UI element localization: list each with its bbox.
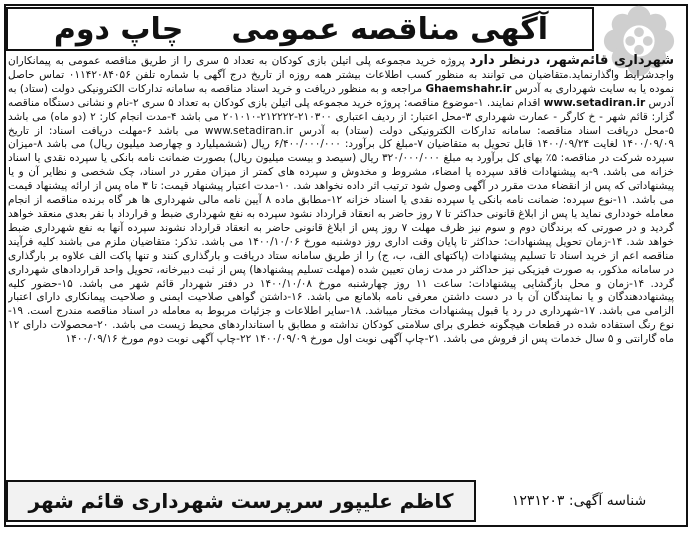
edition-label: چاپ دوم bbox=[53, 11, 184, 47]
signature-text: کاظم علیپور سرپرست شهرداری قائم شهر bbox=[28, 488, 454, 513]
notice-intro-end: اقدام نمایند. bbox=[486, 96, 544, 109]
notice-intro-continued: مراجعه و به منظور دریافت و خرید اسناد مناقصه به سامانه تدارکات الکترونیکی دولت (ستاد) به آدرس bbox=[8, 82, 674, 109]
notice-lead: شهرداری قائم‌شهر، درنظر دارد bbox=[469, 54, 674, 68]
notice-header bbox=[6, 7, 594, 51]
notice-items: ۱-موضوع مناقصه: پروژه خرید مجموعه پلی اتیلن بازی کودکان به تعداد ۵ سری ۲-نام و نشانی دستگاه مناقصه گزار: قائم شهر - خ کارگر - عمارت شهرداری ۳-محل اعتبار: از ردیف اعتباری ۲۱۰۳۰۰-۲۱۲۲۲۲-۲۰۱۰۱۰ می باشد ۴-مدت انجام کار: ۲ (دو ماه) می باشد ۵-محل دریافت اسناد مناقصه: سامانه تدارکات الکترونیکی دولت (ستاد) به آدرس www.setadiran.ir می باشد ۶-مهلت دریافت اسناد: از تاریخ ۱۴۰۰/۰۹/۰۹ لغایت ۱۴۰۰/۰۹/۲۴ قابل تحویل به متقاضیان ۷-مبلغ کل برآورد: ۶/۴۰۰/۰۰۰/۰۰۰ ریال (ششمیلیارد و چهارصد میلیون ریال) می باشد ۸-میزان سپرده شرکت در مناقصه: ۵٪ بهای کل برآورد به مبلغ ۳۲۰/۰۰۰/۰۰۰ ریال (سیصد و بیست میلیون ریال) بصورت ضمانت نامه بانکی یا سپرده نقدی یا اسناد خزانه می باشد. ۹-به پیشنهادات فاقد سپرده یا امضاء، مشروط و مخدوش و سپرده های کمتر از میزان مقرر در اسناد، چک شخصی و نظایر آن و یا پیشنهاداتی که پس از انقضاء مدت مقرر در آگهی وصول شود ترتیب اثر داده نخواهد شد. ۱۰-مدت اعتبار پیشنهاد قیمت: تا ۳ ماه پس از ارائه پیشنهاد قیمت می باشد. ۱۱-نوع سپرده: ضمانت نامه بانکی یا سپرده نقدی یا اسناد خزانه ۱۲-مطابق ماده ۸ آیین نامه مالی شهرداری ها هر گاه برنده مناقصه از انجام معامله خودداری نماید یا پس از ابلاغ قانونی حداکثر تا ۷ روز حاضر به انعقاد قرارداد نشود سپرده به نفع شهرداری ضبط و قرارداد با نفر بعدی منعقد خواهد گردید و در صورتی که برندگان دوم و سوم نیز ظرف مهلت ۷ روز پس از ابلاغ قانونی حاضر به انعقاد قرارداد نشوند سپرده آنها به نفع شهرداری ضبط خواهد شد. ۱۴-زمان تحویل پیشنهادات: حداکثر تا پایان وقت اداری روز دوشنبه مورخ ۱۴۰۰/۱۰/۰۶ می باشد. تذکر: متقاضیان ملزم می باشند کلیه فرآیند مناقصه اعم از خرید اسناد تا تسلیم پیشنهادات (پاکتهای الف، ب، ج) را از طریق سامانه ستاد دریافت و بارگذاری کنند و تنها پاکت الف علاوه بر بارگذاری در سامانه مذکور، به صورت فیزیکی نیز حداکثر در مدت زمان تعیین شده (مهلت تسلیم پیشنهادها) پس از ثبت دبیرخانه، تحویل واحد قراردادهای شهرداری گردد. ۱۴-زمان و محل بازگشایی پیشنهادات: ساعت ۱۱ روز چهارشنبه مورخ ۱۴۰۰/۱۰/۰۸ در دفتر شهردار قائم شهر می باشد. ۱۵-حضور کلیه پیشنهاددهندگان و یا نمایندگان آن با در دست داشتن معرفی نامه بلامانع می باشد. ۱۶-داشتن گواهی صلاحیت ایمنی و صلاحیت پیمانکاری دارای اعتبار الزامی می باشد. ۱۷-شهرداری در رد یا قبول پیشنهادات مختار میباشد. ۱۸-سایر اطلاعات و جزئیات مربوط به معامله در اسناد مناقصه مندرج است. ۱۹-نوع رنگ استفاده شده در قطعات هیچگونه خطری برای سلامتی کودکان نداشته و مطابق با استانداردهای محیط زیست می باشد. ۲۰-محصولات دارای ۱۲ ماه گارانتی و ۵ سال خدمات پس از فروش می باشد. ۲۱-چاپ آگهی نوبت اول مورخ ۱۴۰۰/۰۹/۰۹ ۲۲-چاپ آگهی نوبت دوم مورخ ۱۴۰۰/۰۹/۱۶ bbox=[8, 96, 674, 346]
ad-id: شناسه آگهی: ۱۲۳۱۲۰۳ bbox=[511, 492, 647, 509]
setad-link[interactable]: www.setadiran.ir bbox=[543, 96, 646, 109]
notice-title: آگهی مناقصه عمومی bbox=[231, 11, 548, 47]
website-link[interactable]: Ghaemshahr.ir bbox=[425, 82, 512, 95]
notice-body bbox=[8, 54, 674, 472]
notice-intro: پروژه خرید مجموعه پلی اتیلن بازی کودکان به تعداد ۵ سری را از طریق مناقصه عمومی به پیمانکاران واجدشرایط واگذارنماید.متقاضیان می توانند به منظور کسب اطلاعات بیشتر همه روزه از تاریخ درج آگهی با شماره تلفن ۰۱۱۴۲۰۸۴۰۵۶ تماس حاصل نموده یا به سایت شهرداری به آدرس bbox=[8, 55, 674, 95]
signature-box bbox=[6, 480, 476, 522]
notice-footer bbox=[6, 478, 682, 523]
